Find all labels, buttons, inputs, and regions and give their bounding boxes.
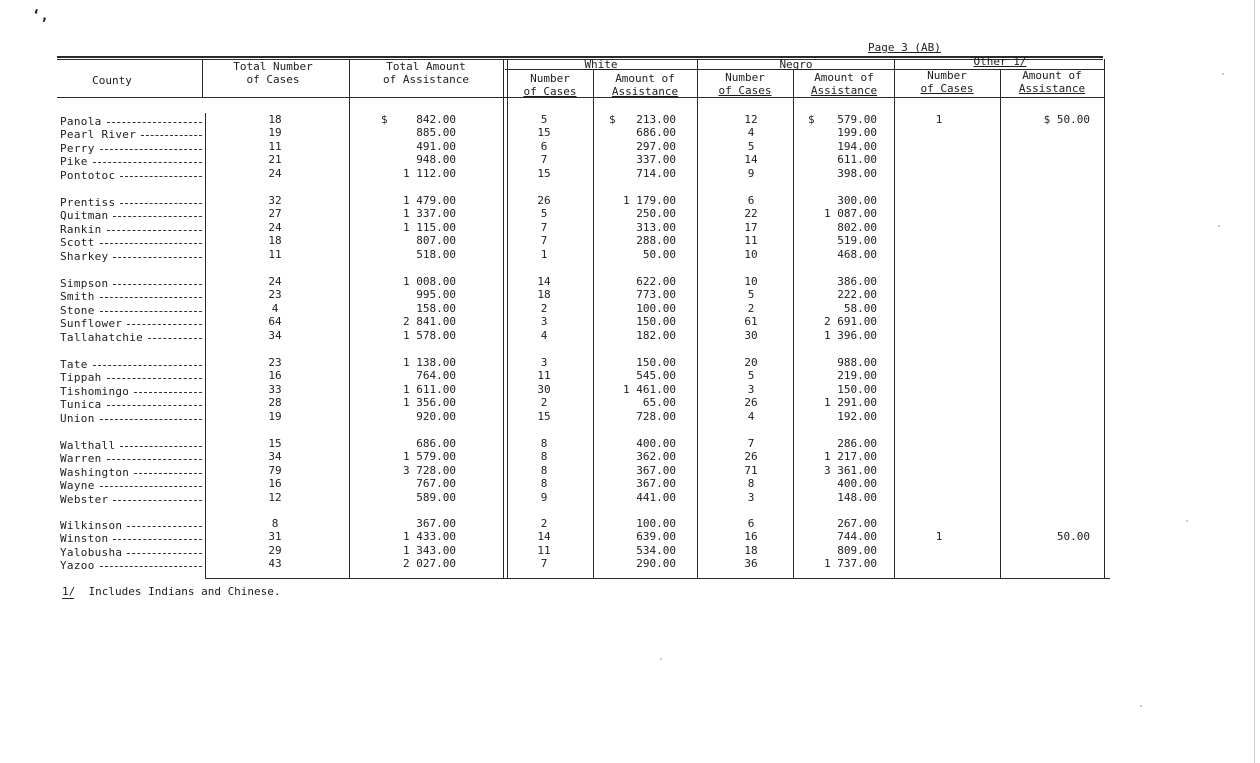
negro-amount-cell: 192.00 [837, 409, 877, 423]
white-cases-cell: 30 [537, 382, 551, 396]
total-cases-cell: 29 [268, 543, 282, 557]
other-amount-line2: Assistance [1018, 82, 1086, 95]
total-amount-cell: 1 611.00 [403, 382, 456, 396]
white-amount-cell: 297.00 [636, 139, 676, 153]
total-amount-cell: 1 112.00 [403, 166, 456, 180]
total-amount-cell: 842.00 [416, 113, 456, 126]
leader-dashes [113, 257, 202, 258]
negro-amount-line1: Amount of [814, 71, 874, 84]
white-amount-cell: 545.00 [636, 369, 676, 383]
other-amount-cell: $ 50.00 [1043, 113, 1090, 126]
leader-dashes [107, 230, 202, 231]
white-amount-cell: 100.00 [636, 301, 676, 315]
negro-amount-cell: 579.00 [837, 113, 877, 126]
county-name: Pearl River [60, 128, 137, 142]
total-cases-cell: 79 [268, 463, 282, 477]
total-cases-cell: 64 [268, 315, 282, 329]
total-cases-header [205, 60, 341, 86]
leader-dashes [113, 500, 202, 501]
other-number-header [895, 69, 999, 95]
county-name: Tippah [60, 371, 102, 385]
white-amount-cell: 773.00 [636, 288, 676, 302]
negro-cases-cell: 5 [747, 288, 755, 302]
scan-speck [660, 658, 662, 660]
negro-amount-cell: 148.00 [837, 490, 877, 504]
negro-amount-cell: 611.00 [837, 153, 877, 167]
total-amount-cell: 920.00 [416, 409, 456, 423]
negro-cases-cell: 2 [747, 301, 755, 315]
total-cases-cell: 19 [268, 409, 282, 423]
total-amount-cell: 1 356.00 [403, 396, 456, 410]
white-cases-cell: 5 [540, 207, 548, 221]
total-cases-cell: 16 [268, 369, 282, 383]
col-rule-3b [507, 59, 508, 579]
negro-amount-cell: 267.00 [837, 517, 877, 530]
negro-amount-cell: 286.00 [837, 437, 877, 450]
dollar-sign: $ [381, 113, 388, 126]
white-cases-cell: 15 [537, 166, 551, 180]
county-name: Pontotoc [60, 168, 116, 182]
leader-dashes [141, 135, 202, 136]
negro-cases-cell: 6 [747, 194, 755, 207]
total-amount-cell: 1 578.00 [403, 328, 456, 342]
total-cases-cell: 19 [268, 126, 282, 140]
negro-amount-cell: 222.00 [837, 288, 877, 302]
total-cases-cell: 27 [268, 207, 282, 221]
negro-cases-cell: 26 [744, 396, 758, 410]
negro-cases-cell: 8 [747, 477, 755, 491]
scan-speck [1186, 520, 1188, 522]
leader-dashes [100, 243, 202, 244]
total-cases-header-line1: Total Number [233, 60, 313, 73]
negro-cases-cell: 11 [744, 234, 758, 248]
negro-amount-cell: 386.00 [837, 275, 877, 288]
negro-amount-cell: 988.00 [837, 356, 877, 369]
white-cases-cell: 7 [540, 153, 548, 167]
scan-speck [1222, 73, 1224, 75]
county-name: Walthall [60, 439, 116, 452]
white-amount-cell: 50.00 [642, 247, 676, 261]
white-cases-cell: 11 [537, 369, 551, 383]
white-amount-cell: 313.00 [636, 220, 676, 234]
negro-cases-cell: 5 [747, 139, 755, 153]
white-cases-cell: 1 [540, 247, 548, 261]
county-name: Warren [60, 452, 102, 466]
other-amount-header [1001, 69, 1103, 95]
county-name: Prentiss [60, 196, 116, 209]
white-cases-cell: 14 [537, 530, 551, 544]
county-name: Smith [60, 290, 95, 304]
negro-amount-cell: 468.00 [837, 247, 877, 261]
white-cases-cell: 7 [540, 234, 548, 248]
county-name: Wilkinson [60, 519, 123, 532]
white-cases-cell: 26 [537, 194, 551, 207]
other-amount-line1: Amount of [1022, 69, 1082, 82]
county-name: Yazoo [60, 559, 95, 573]
white-cases-cell: 2 [540, 396, 548, 410]
white-amount-cell: 150.00 [636, 356, 676, 369]
negro-amount-cell: 802.00 [837, 220, 877, 234]
negro-cases-cell: 36 [744, 557, 758, 571]
county-name: Rankin [60, 222, 102, 236]
white-number-line2: of Cases [523, 85, 577, 98]
white-cases-cell: 9 [540, 490, 548, 504]
negro-group-header: Negro [779, 58, 813, 71]
col-rule-2 [349, 59, 350, 579]
leader-dashes [134, 473, 202, 474]
county-name: Perry [60, 141, 95, 155]
white-cases-cell: 8 [540, 463, 548, 477]
negro-cases-cell: 5 [747, 369, 755, 383]
total-cases-cell: 31 [268, 530, 282, 544]
total-amount-cell: 367.00 [416, 517, 456, 530]
leader-dashes [134, 392, 202, 393]
white-cases-cell: 5 [540, 113, 548, 126]
white-cases-cell: 2 [540, 517, 548, 530]
white-amount-cell: 686.00 [636, 126, 676, 140]
negro-cases-cell: 4 [747, 126, 755, 140]
leader-dashes [107, 122, 202, 123]
total-amount-cell: 1 337.00 [403, 207, 456, 221]
leader-dashes [127, 526, 202, 527]
negro-cases-cell: 71 [744, 463, 758, 477]
other-number-line1: Number [927, 69, 967, 82]
negro-cases-cell: 30 [744, 328, 758, 342]
footnote: 1/ Includes Indians and Chinese. [62, 585, 281, 598]
negro-cases-cell: 22 [744, 207, 758, 221]
total-amount-cell: 158.00 [416, 301, 456, 315]
leader-dashes [127, 324, 202, 325]
white-cases-cell: 18 [537, 288, 551, 302]
negro-cases-cell: 9 [747, 166, 755, 180]
total-cases-header-line2: of Cases [246, 73, 300, 86]
leader-dashes [127, 553, 202, 554]
white-amount-cell: 714.00 [636, 166, 676, 180]
page-mark: Page 3 (AB) [868, 41, 941, 54]
negro-amount-cell: 3 361.00 [824, 463, 877, 477]
total-amount-cell: 2 027.00 [403, 557, 456, 571]
white-amount-cell: 1 179.00 [623, 194, 676, 207]
county-name: Washington [60, 465, 130, 479]
county-name: Yalobusha [60, 545, 123, 559]
total-cases-cell: 24 [268, 220, 282, 234]
negro-amount-cell: 1 087.00 [824, 207, 877, 221]
county-name: Tallahatchie [60, 330, 144, 344]
total-cases-cell: 28 [268, 396, 282, 410]
total-cases-cell: 33 [268, 382, 282, 396]
negro-amount-cell: 398.00 [837, 166, 877, 180]
negro-cases-cell: 3 [747, 382, 755, 396]
white-amount-cell: 441.00 [636, 490, 676, 504]
total-amount-cell: 686.00 [416, 437, 456, 450]
leader-dashes [100, 311, 202, 312]
negro-cases-cell: 7 [747, 437, 755, 450]
county-name: Tishomingo [60, 384, 130, 398]
county-name: Winston [60, 532, 109, 546]
dollar-sign: $ [609, 113, 616, 126]
total-cases-cell: 12 [268, 490, 282, 504]
white-amount-cell: 250.00 [636, 207, 676, 221]
county-name: Union [60, 411, 95, 425]
scan-edge [1254, 0, 1255, 763]
total-amount-cell: 1 479.00 [403, 194, 456, 207]
white-cases-cell: 7 [540, 220, 548, 234]
total-amount-cell: 767.00 [416, 477, 456, 491]
other-number-line2: of Cases [920, 82, 974, 95]
total-amount-cell: 518.00 [416, 247, 456, 261]
negro-amount-cell: 199.00 [837, 126, 877, 140]
other-cases-cell: 1 [935, 113, 943, 126]
total-amount-cell: 807.00 [416, 234, 456, 248]
scan-speck [1140, 705, 1142, 707]
total-amount-cell: 491.00 [416, 139, 456, 153]
col-rule-5 [697, 59, 698, 579]
negro-cases-cell: 6 [747, 517, 755, 530]
county-name: Quitman [60, 209, 109, 223]
leader-dashes [120, 203, 202, 204]
negro-number-line1: Number [725, 71, 765, 84]
white-amount-cell: 337.00 [636, 153, 676, 167]
negro-cases-cell: 3 [747, 490, 755, 504]
table-bottom-rule [205, 578, 1110, 579]
total-cases-cell: 11 [268, 139, 282, 153]
negro-amount-cell: 150.00 [837, 382, 877, 396]
county-name: Tate [60, 358, 88, 371]
total-amount-header-line2: of Assistance [382, 73, 470, 86]
negro-amount-cell: 400.00 [837, 477, 877, 491]
total-amount-cell: 3 728.00 [403, 463, 456, 477]
total-amount-cell: 1 579.00 [403, 450, 456, 464]
county-name: Pike [60, 155, 88, 169]
total-cases-cell: 15 [268, 437, 282, 450]
white-number-header [508, 72, 592, 98]
white-cases-cell: 15 [537, 409, 551, 423]
white-amount-cell: 290.00 [636, 557, 676, 571]
total-amount-cell: 1 138.00 [403, 356, 456, 369]
negro-cases-cell: 17 [744, 220, 758, 234]
white-cases-cell: 2 [540, 301, 548, 315]
leader-dashes [100, 149, 202, 150]
col-rule-9 [1104, 59, 1105, 579]
total-amount-cell: 1 343.00 [403, 543, 456, 557]
white-cases-cell: 3 [540, 356, 548, 369]
total-amount-cell: 764.00 [416, 369, 456, 383]
negro-number-line2: of Cases [718, 84, 772, 97]
total-amount-cell: 1 008.00 [403, 275, 456, 288]
white-amount-cell: 639.00 [636, 530, 676, 544]
county-name: Sunflower [60, 317, 123, 331]
total-cases-cell: 34 [268, 328, 282, 342]
total-cases-cell: 8 [271, 517, 279, 530]
county-name: Tunica [60, 398, 102, 412]
leader-dashes [100, 419, 202, 420]
negro-amount-cell: 1 217.00 [824, 450, 877, 464]
negro-amount-cell: 1 396.00 [824, 328, 877, 342]
col-rule-7 [894, 59, 895, 579]
leader-dashes [100, 297, 202, 298]
white-cases-cell: 3 [540, 315, 548, 329]
leader-dashes [107, 378, 202, 379]
white-cases-cell: 6 [540, 139, 548, 153]
total-cases-cell: 18 [268, 113, 282, 126]
total-cases-cell: 43 [268, 557, 282, 571]
white-amount-cell: 400.00 [636, 437, 676, 450]
white-amount-line1: Amount of [615, 72, 675, 85]
negro-amount-cell: 1 291.00 [824, 396, 877, 410]
negro-cases-cell: 26 [744, 450, 758, 464]
other-amount-cell: 50.00 [1056, 530, 1090, 544]
county-header: County [92, 74, 132, 87]
white-amount-cell: 100.00 [636, 517, 676, 530]
total-amount-cell: 885.00 [416, 126, 456, 140]
white-amount-cell: 367.00 [636, 463, 676, 477]
negro-amount-cell: 744.00 [837, 530, 877, 544]
col-rule-1 [202, 59, 203, 97]
white-amount-cell: 362.00 [636, 450, 676, 464]
other-group-header: Other 1/ [973, 55, 1027, 68]
white-number-line1: Number [530, 72, 570, 85]
white-cases-cell: 4 [540, 328, 548, 342]
white-amount-cell: 150.00 [636, 315, 676, 329]
white-amount-header [594, 72, 696, 98]
negro-amount-cell: 1 737.00 [824, 557, 877, 571]
white-amount-cell: 288.00 [636, 234, 676, 248]
leader-dashes [113, 284, 202, 285]
white-amount-line2: Assistance [611, 85, 679, 98]
total-cases-cell: 34 [268, 450, 282, 464]
county-name: Sharkey [60, 249, 109, 263]
negro-amount-cell: 809.00 [837, 543, 877, 557]
leader-dashes [107, 405, 202, 406]
negro-cases-cell: 61 [744, 315, 758, 329]
total-amount-cell: 1 115.00 [403, 220, 456, 234]
county-name: Scott [60, 236, 95, 250]
negro-cases-cell: 10 [744, 275, 758, 288]
total-cases-cell: 23 [268, 288, 282, 302]
total-amount-header-line1: Total Amount [386, 60, 466, 73]
white-cases-cell: 11 [537, 543, 551, 557]
total-cases-cell: 4 [271, 301, 279, 315]
county-name: Stone [60, 303, 95, 317]
white-cases-cell: 7 [540, 557, 548, 571]
negro-amount-header [794, 71, 894, 97]
total-cases-cell: 11 [268, 247, 282, 261]
negro-cases-cell: 12 [744, 113, 758, 126]
negro-amount-cell: 58.00 [843, 301, 877, 315]
leader-dashes [148, 338, 202, 339]
total-amount-cell: 1 433.00 [403, 530, 456, 544]
col-rule-1b [205, 113, 206, 579]
negro-amount-cell: 194.00 [837, 139, 877, 153]
white-amount-cell: 182.00 [636, 328, 676, 342]
col-rule-3a [503, 59, 504, 579]
negro-amount-cell: 300.00 [837, 194, 877, 207]
total-amount-cell: 995.00 [416, 288, 456, 302]
county-name: Panola [60, 115, 102, 128]
white-amount-cell: 367.00 [636, 477, 676, 491]
total-amount-header [352, 60, 500, 86]
leader-dashes [93, 365, 202, 366]
leader-dashes [107, 459, 202, 460]
white-cases-cell: 8 [540, 437, 548, 450]
col-rule-8 [1000, 69, 1001, 579]
negro-cases-cell: 10 [744, 247, 758, 261]
other-cases-cell: 1 [935, 530, 943, 544]
total-cases-cell: 24 [268, 275, 282, 288]
white-amount-cell: 534.00 [636, 543, 676, 557]
total-cases-cell: 24 [268, 166, 282, 180]
negro-cases-cell: 16 [744, 530, 758, 544]
white-amount-cell: 728.00 [636, 409, 676, 423]
white-amount-cell: 65.00 [642, 396, 676, 410]
dollar-sign: $ [808, 113, 815, 126]
negro-cases-cell: 20 [744, 356, 758, 369]
negro-amount-cell: 519.00 [837, 234, 877, 248]
negro-cases-cell: 4 [747, 409, 755, 423]
total-cases-cell: 16 [268, 477, 282, 491]
negro-amount-cell: 2 691.00 [824, 315, 877, 329]
leader-dashes [120, 176, 202, 177]
total-cases-cell: 32 [268, 194, 282, 207]
negro-cases-cell: 18 [744, 543, 758, 557]
negro-number-header [698, 71, 792, 97]
negro-amount-line2: Assistance [810, 84, 878, 97]
county-name: Wayne [60, 479, 95, 493]
leader-dashes [93, 162, 202, 163]
white-group-header: White [584, 58, 618, 71]
white-cases-cell: 14 [537, 275, 551, 288]
total-cases-cell: 18 [268, 234, 282, 248]
negro-cases-cell: 14 [744, 153, 758, 167]
white-amount-cell: 1 461.00 [623, 382, 676, 396]
white-cases-cell: 8 [540, 450, 548, 464]
footnote-marker-underline [62, 598, 74, 599]
total-amount-cell: 948.00 [416, 153, 456, 167]
white-amount-cell: 622.00 [636, 275, 676, 288]
leader-dashes [113, 539, 202, 540]
leader-dashes [120, 446, 202, 447]
leader-dashes [100, 486, 202, 487]
negro-amount-cell: 219.00 [837, 369, 877, 383]
total-amount-cell: 589.00 [416, 490, 456, 504]
total-amount-cell: 2 841.00 [403, 315, 456, 329]
total-cases-cell: 21 [268, 153, 282, 167]
white-amount-cell: 213.00 [636, 113, 676, 126]
white-cases-cell: 15 [537, 126, 551, 140]
total-cases-cell: 23 [268, 356, 282, 369]
leader-dashes [100, 566, 202, 567]
county-name: Webster [60, 492, 109, 506]
corner-mark: ‘, [32, 8, 49, 24]
county-name: Simpson [60, 277, 109, 290]
scan-speck [1218, 225, 1220, 227]
leader-dashes [113, 216, 202, 217]
white-cases-cell: 8 [540, 477, 548, 491]
